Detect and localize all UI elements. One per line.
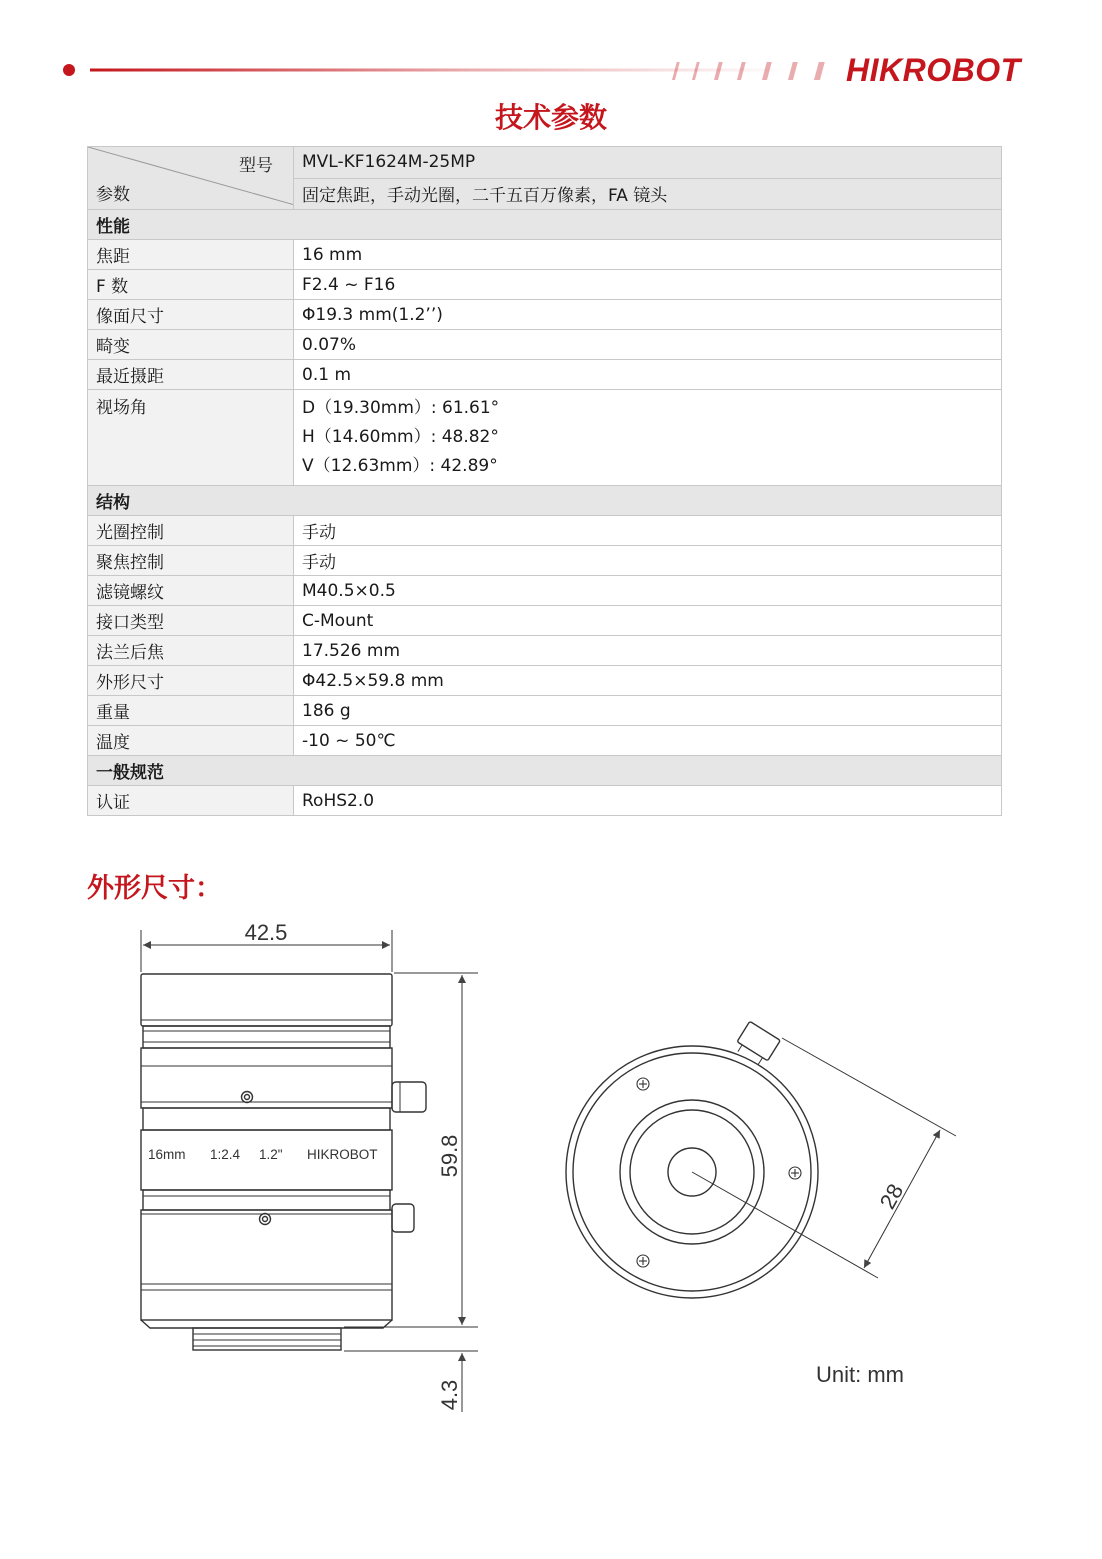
lens-rear-view	[566, 1021, 956, 1298]
section-performance: 性能	[88, 210, 1002, 240]
table-row	[88, 606, 1002, 636]
row-key: 滤镜螺纹	[88, 576, 294, 606]
dimensions-title: 外形尺寸：	[87, 873, 222, 904]
row-value: 17.526 mm	[294, 636, 1002, 666]
spec-table	[87, 146, 1002, 816]
corner-label-model: 型号	[239, 156, 273, 176]
table-row	[88, 786, 1002, 816]
row-value: M40.5×0.5	[294, 576, 1002, 606]
table-row	[88, 360, 1002, 390]
row-value: 186 g	[294, 696, 1002, 726]
table-header-row-model	[88, 147, 1002, 179]
row-key: 法兰后焦	[88, 636, 294, 666]
row-key: 最近摄距	[88, 360, 294, 390]
corner-label-param: 参数	[96, 185, 130, 205]
section-row	[88, 756, 1002, 786]
page-title: 技术参数	[494, 101, 607, 134]
row-key: 焦距	[88, 240, 294, 270]
row-key: 聚焦控制	[88, 546, 294, 576]
row-key: 像面尺寸	[88, 300, 294, 330]
dimension-drawing	[0, 900, 1102, 1440]
length-label: 59.8	[437, 1134, 462, 1178]
row-key-fov	[88, 390, 294, 486]
table-row	[88, 576, 1002, 606]
width-label: 42.5	[244, 920, 288, 945]
table-row	[88, 636, 1002, 666]
row-key: 畸变	[88, 330, 294, 360]
fov-line-h: H（14.60mm）: 48.82°	[302, 427, 499, 447]
table-row	[88, 270, 1002, 300]
fov-line-v: V（12.63mm）: 42.89°	[302, 456, 498, 476]
row-key: 重量	[88, 696, 294, 726]
barrel-brand-text: HIKROBOT	[307, 1147, 378, 1162]
table-row	[88, 696, 1002, 726]
row-value: 16 mm	[294, 240, 1002, 270]
row-key: 外形尺寸	[88, 666, 294, 696]
unit-label: Unit: mm	[816, 1362, 904, 1387]
row-value: 0.07%	[294, 330, 1002, 360]
model-value: MVL-KF1624M-25MP	[294, 147, 1002, 179]
section-structure: 结构	[88, 486, 1002, 516]
table-row	[88, 546, 1002, 576]
barrel-format-text: 1.2"	[259, 1147, 283, 1162]
row-value: 0.1 m	[294, 360, 1002, 390]
row-value: F2.4 ~ F16	[294, 270, 1002, 300]
brand-logo	[846, 52, 1021, 89]
section-row	[88, 486, 1002, 516]
section-general: 一般规范	[88, 756, 1002, 786]
row-key: F 数	[88, 270, 294, 300]
table-row	[88, 666, 1002, 696]
row-key: 温度	[88, 726, 294, 756]
table-row	[88, 300, 1002, 330]
description-value: 固定焦距，手动光圈，二千五百万像素，FA 镜头	[294, 178, 1002, 210]
fov-key: 视场角	[96, 398, 147, 418]
brand-logo-suffix: ROBOT	[902, 52, 1021, 88]
table-row	[88, 240, 1002, 270]
row-value: -10 ~ 50℃	[294, 726, 1002, 756]
mount-length-label: 4.3	[437, 1379, 462, 1411]
row-key: 接口类型	[88, 606, 294, 636]
row-value: Φ19.3 mm(1.2’’)	[294, 300, 1002, 330]
row-key: 认证	[88, 786, 294, 816]
table-row	[88, 516, 1002, 546]
barrel-focal-text: 16mm	[148, 1147, 186, 1162]
fov-line-d: D（19.30mm）: 61.61°	[302, 398, 500, 418]
row-value-fov	[294, 390, 1002, 486]
header-rule	[90, 69, 790, 72]
section-row	[88, 210, 1002, 240]
row-value: 手动	[294, 546, 1002, 576]
handle-span-label: 28	[874, 1179, 909, 1214]
table-row	[88, 330, 1002, 360]
barrel-aperture-text: 1:2.4	[210, 1147, 241, 1162]
table-row-fov	[88, 390, 1002, 486]
table-row	[88, 726, 1002, 756]
row-key: 光圈控制	[88, 516, 294, 546]
brand-logo-prefix: HIK	[846, 52, 903, 88]
lens-side-view	[141, 930, 478, 1412]
row-value: RoHS2.0	[294, 786, 1002, 816]
row-value: C-Mount	[294, 606, 1002, 636]
corner-cell	[88, 147, 294, 210]
header-dot	[63, 64, 75, 76]
row-value: 手动	[294, 516, 1002, 546]
row-value: Φ42.5×59.8 mm	[294, 666, 1002, 696]
